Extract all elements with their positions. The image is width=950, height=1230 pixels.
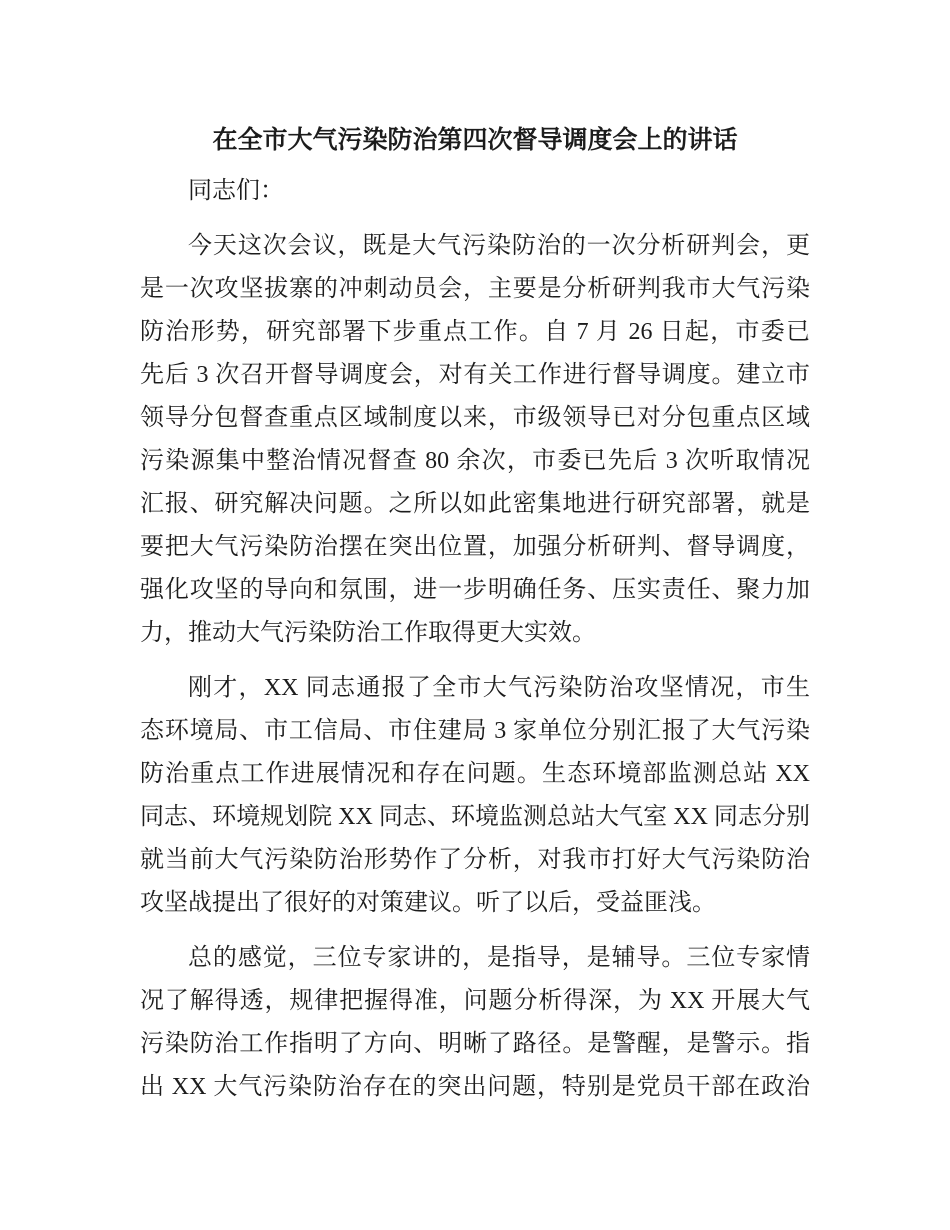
text-line: 力，推动大气污染防治工作取得更大实效。: [140, 620, 596, 646]
text-line: 要把大气污染防治摆在突出位置，加强分析研判、督导调度，: [140, 534, 810, 560]
text-line: 同志、环境规划院 XX 同志、环境监测总站大气室 XX 同志分别: [140, 804, 810, 830]
text-line: 今天这次会议，既是大气污染防治的一次分析研判会，更: [188, 233, 810, 259]
paragraph-briefings: [140, 667, 810, 925]
text-line: 污染防治工作指明了方向、明晰了路径。是警醒，是警示。指: [140, 1031, 810, 1057]
text-line: 领导分包督查重点区域制度以来，市级领导已对分包重点区域: [140, 405, 810, 431]
text-line: 先后 3 次召开督导调度会，对有关工作进行督导调度。建立市: [140, 362, 810, 388]
document-title: 在全市大气污染防治第四次督导调度会上的讲话: [212, 126, 738, 154]
text-line: 是一次攻坚拔寨的冲刺动员会，主要是分析研判我市大气污染: [140, 276, 810, 302]
text-line: 污染源集中整治情况督查 80 余次，市委已先后 3 次听取情况: [140, 448, 810, 474]
paragraph-meeting-overview: [140, 225, 810, 655]
salutation: [140, 170, 810, 213]
text-line: 刚才，XX 同志通报了全市大气污染防治攻坚情况，市生: [188, 675, 810, 701]
text-line: 况了解得透，规律把握得准，问题分析得深，为 XX 开展大气: [140, 988, 810, 1014]
text-line: 态环境局、市工信局、市住建局 3 家单位分别汇报了大气污染: [140, 718, 810, 744]
text-line: 防治重点工作进展情况和存在问题。生态环境部监测总站 XX: [140, 761, 810, 787]
text-line: 同志们：: [188, 178, 284, 204]
text-line: 出 XX 大气污染防治存在的突出问题，特别是党员干部在政治: [140, 1074, 810, 1100]
text-line: 就当前大气污染防治形势作了分析，对我市打好大气污染防治: [140, 847, 810, 873]
document-body: [140, 170, 810, 1109]
text-line: 防治形势，研究部署下步重点工作。自 7 月 26 日起，市委已: [140, 319, 810, 345]
text-line: 总的感觉，三位专家讲的，是指导，是辅导。三位专家情: [188, 945, 810, 971]
text-line: 攻坚战提出了很好的对策建议。听了以后，受益匪浅。: [140, 890, 716, 916]
text-line: 汇报、研究解决问题。之所以如此密集地进行研究部署，就是: [140, 491, 810, 517]
text-line: 强化攻坚的导向和氛围，进一步明确任务、压实责任、聚力加: [140, 577, 810, 603]
paragraph-expert-assessment: [140, 937, 810, 1109]
